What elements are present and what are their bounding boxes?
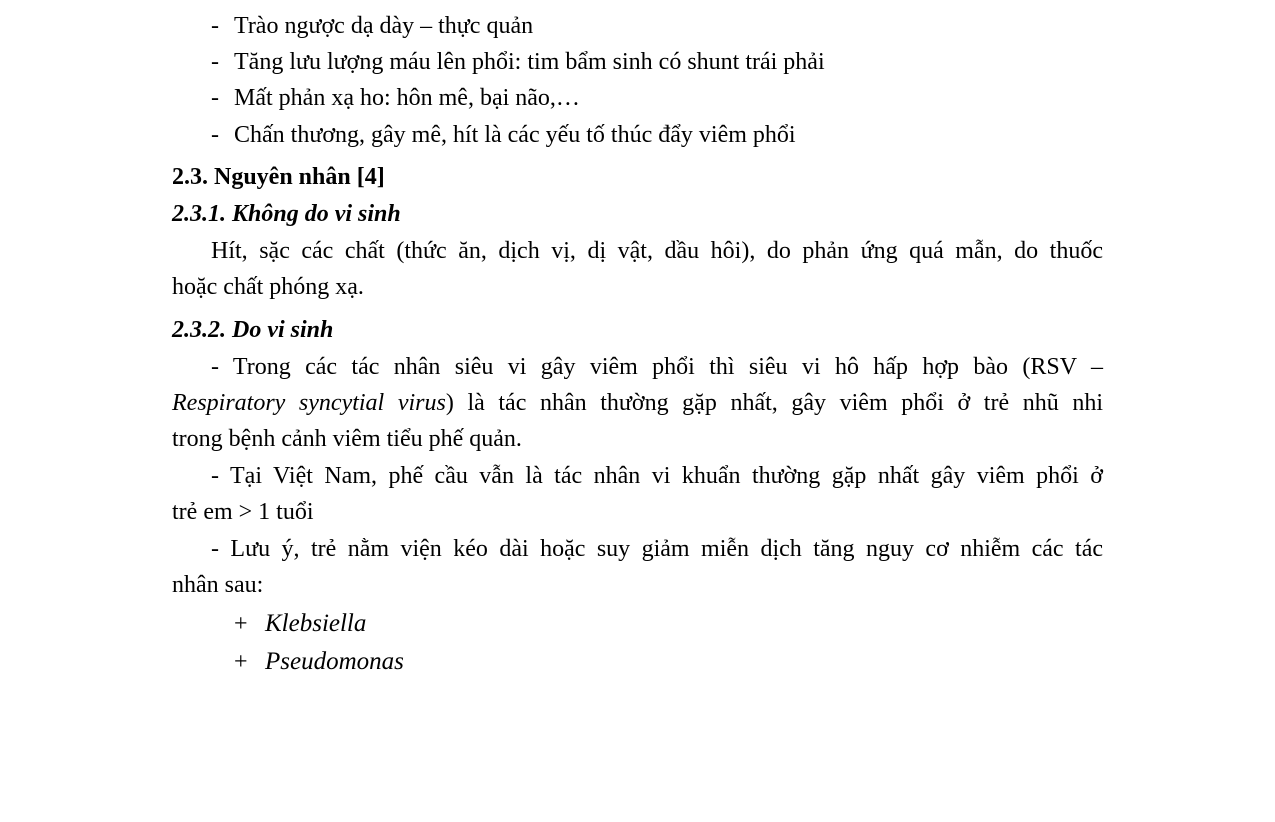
section-heading-2-3: 2.3. Nguyên nhân [4] bbox=[172, 164, 385, 190]
paragraph-line: hoặc chất phóng xạ. bbox=[172, 274, 364, 300]
organism-name: Pseudomonas bbox=[265, 648, 404, 675]
plus-bullet: + bbox=[234, 611, 248, 637]
section-heading-2-3-2: 2.3.2. Do vi sinh bbox=[172, 317, 334, 343]
risk-factor-item bbox=[211, 12, 533, 40]
dash-bullet: - bbox=[211, 85, 219, 111]
organism-name: Klebsiella bbox=[265, 610, 367, 637]
paragraph-line: trong bệnh cảnh viêm tiểu phế quản. bbox=[172, 426, 522, 452]
organism-list-item bbox=[234, 610, 366, 638]
risk-factor-text: Mất phản xạ ho: hôn mê, bại não,… bbox=[234, 85, 580, 111]
paragraph-line bbox=[172, 389, 1103, 417]
dash-bullet: - bbox=[211, 49, 219, 75]
risk-factor-item bbox=[211, 48, 825, 76]
paragraph-line: - Lưu ý, trẻ nằm viện kéo dài hoặc suy giảm miễn dịch tăng nguy cơ nhiễm các tác bbox=[211, 536, 1103, 562]
dash-bullet: - bbox=[211, 122, 219, 148]
paragraph-line: nhân sau: bbox=[172, 572, 264, 598]
paragraph-text: ) là tác nhân thường gặp nhất, gây viêm phổi ở trẻ nhũ nhi bbox=[445, 390, 1103, 416]
organism-list-item bbox=[234, 648, 404, 676]
risk-factor-text: Tăng lưu lượng máu lên phổi: tim bẩm sinh có shunt trái phải bbox=[234, 49, 825, 75]
paragraph-line: - Tại Việt Nam, phế cầu vẫn là tác nhân vi khuẩn thường gặp nhất gây viêm phổi ở bbox=[211, 463, 1103, 489]
risk-factor-item bbox=[211, 84, 580, 112]
risk-factor-text: Chấn thương, gây mê, hít là các yếu tố thúc đẩy viêm phổi bbox=[234, 122, 796, 148]
paragraph-line: trẻ em > 1 tuổi bbox=[172, 499, 314, 525]
risk-factor-text: Trào ngược dạ dày – thực quản bbox=[234, 13, 534, 39]
risk-factor-item bbox=[211, 121, 796, 149]
dash-bullet: - bbox=[211, 13, 219, 39]
paragraph-line: - Trong các tác nhân siêu vi gây viêm phổi thì siêu vi hô hấp hợp bào (RSV – bbox=[211, 354, 1103, 380]
virus-name-italic: Respiratory syncytial virus bbox=[172, 390, 446, 416]
section-heading-2-3-1: 2.3.1. Không do vi sinh bbox=[172, 201, 401, 227]
plus-bullet: + bbox=[234, 649, 248, 675]
paragraph-line: Hít, sặc các chất (thức ăn, dịch vị, dị vật, dầu hôi), do phản ứng quá mẫn, do thuốc bbox=[211, 238, 1103, 264]
